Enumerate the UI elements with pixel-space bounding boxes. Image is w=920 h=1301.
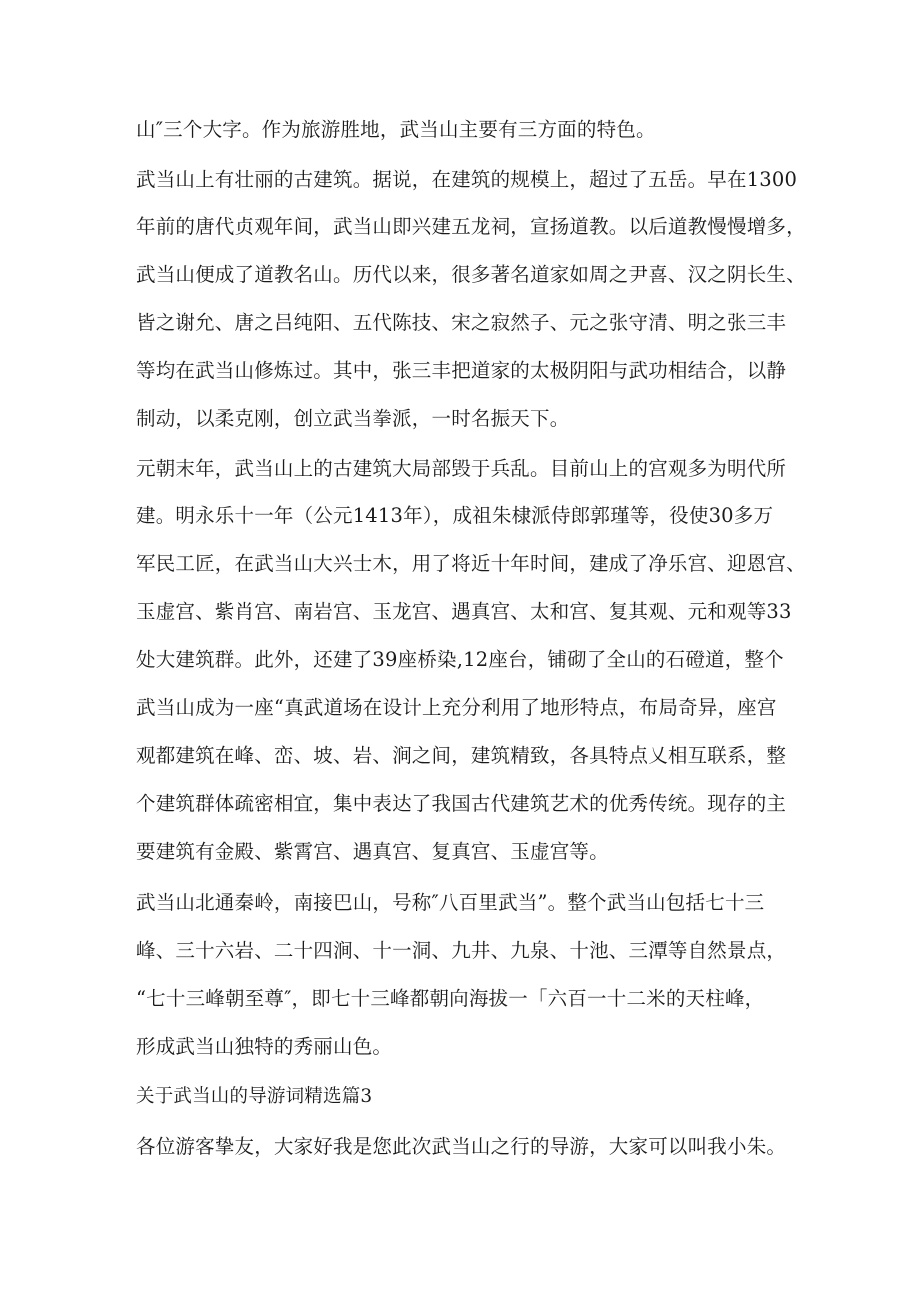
text-line: 年前的唐代贞观年间，武当山即兴建五龙祠，宣扬道教。以后道教慢慢增多，	[136, 215, 806, 238]
text-line: 军民工匠，在武当山大兴士木，用了将近十年时间，建成了净乐宫、迎恩宫、	[136, 552, 806, 575]
text-line: 建。明永乐十一年（公元1413年），成祖朱棣派侍郎郭瑾等，役使30多万	[136, 504, 774, 527]
section-heading: 关于武当山的导游词精选篇3	[136, 1086, 373, 1107]
text-line: 要建筑有金殿、紫霄宫、遇真宫、复真宫、玉虚宫等。	[136, 840, 609, 863]
text-line: 武当山北通秦岭，南接巴山，号称″八百里武当”。整个武当山包括七十三	[136, 891, 765, 914]
text-line: 武当山上有壮丽的古建筑。据说，在建筑的规模上，超过了五岳。早在1300	[136, 168, 798, 191]
text-line: 个建筑群体疏密相宜，集中表达了我国古代建筑艺术的优秀传统。现存的主	[136, 792, 787, 815]
text-line: 制动，以柔克刚，创立武当拳派，一时名振天下。	[136, 407, 570, 430]
text-line: 武当山成为一座“真武道场在设计上充分利用了地形特点，布局奇异，座宫	[136, 696, 777, 719]
text-line: 各位游客挚友，大家好我是您此次武当山之行的导游，大家可以叫我小朱。	[136, 1135, 787, 1158]
text-line: 观都建筑在峰、峦、坡、岩、涧之间，建筑精致，各具特点乂相互联系，整	[136, 744, 787, 767]
text-line: 形成武当山独特的秀丽山色。	[136, 1035, 393, 1058]
text-line: 玉虚宫、紫肖宫、南岩宫、玉龙宫、遇真宫、太和宫、复其观、元和观等33	[136, 600, 792, 623]
text-line: 峰、三十六岩、二十四涧、十一洞、九井、九泉、十池、三潭等自然景点，	[136, 939, 787, 962]
text-line: 处大建筑群。此外，还建了39座桥染,12座台，铺砌了全山的石磴道，整个	[136, 648, 784, 671]
text-line: 等均在武当山修炼过。其中，张三丰把道家的太极阴阳与武功相结合，以静	[136, 359, 787, 382]
text-line: “七十三峰朝至尊″，即七十三峰都朝向海拔一「六百一十二米的天柱峰，	[136, 987, 765, 1010]
text-line: 武当山便成了道教名山。历代以来，很多著名道家如周之尹喜、汉之阴长生、	[136, 263, 806, 286]
text-line: 山″三个大字。作为旅游胜地，武当山主要有三方面的特色。	[136, 118, 656, 141]
text-line: 元朝末年，武当山上的古建筑大局部毁于兵乱。目前山上的宫观多为明代所	[136, 457, 787, 480]
text-line: 皆之谢允、唐之吕纯阳、五代陈技、宋之寂然子、元之张守清、明之张三丰	[136, 311, 787, 334]
